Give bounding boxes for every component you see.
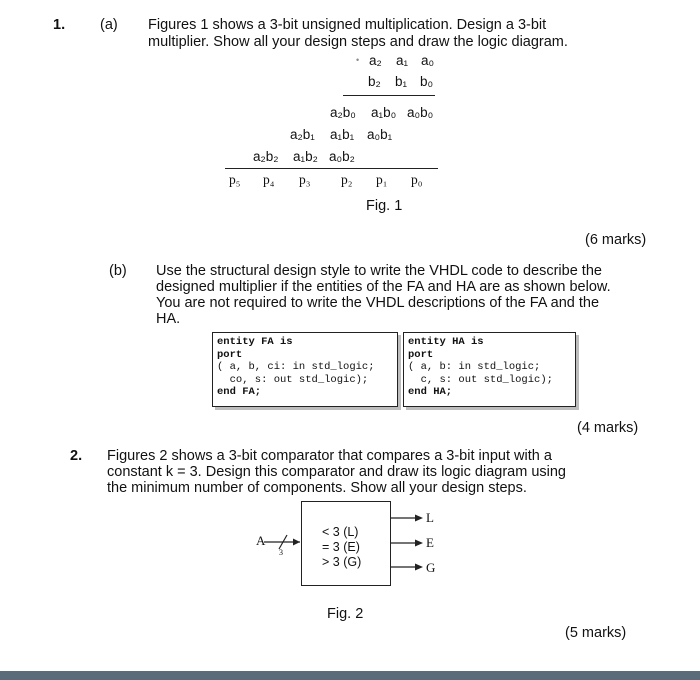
figure-2-caption: Fig. 2 (327, 606, 364, 622)
partial-product: a₀b₀ (407, 105, 434, 120)
code-line: co, s: out std_logic); (217, 373, 369, 386)
multiplicand-bit: a₀ (421, 53, 435, 68)
multiplicand-bit: a₂ (369, 53, 382, 68)
product-bit: p₀ (411, 172, 423, 187)
multiplier-bit: b₁ (395, 74, 408, 89)
input-label-a: A (256, 533, 266, 548)
code-line: c, s: out std_logic); (408, 373, 553, 386)
comparator-line-less: < 3 (L) (322, 525, 359, 539)
part-a-marks: (6 marks) (585, 232, 647, 248)
partial-product: a₂b₀ (330, 105, 356, 120)
part-b-label: (b) (109, 263, 127, 279)
code-line: entity FA is (217, 336, 293, 348)
code-line: ( a, b: in std_logic; (408, 361, 541, 373)
output-label-g: G (426, 560, 436, 575)
code-line: entity HA is (408, 336, 484, 348)
bus-width-label: 3 (279, 548, 283, 557)
partial-product: a₂b₂ (253, 149, 279, 164)
comparator-line-greater: > 3 (G) (322, 555, 362, 569)
fa-entity-code (212, 332, 398, 407)
partial-product: a₁b₀ (371, 105, 397, 120)
multiplier-bit: b₂ (368, 74, 381, 89)
part-a-label: (a) (100, 17, 118, 33)
bottom-edge-bar (0, 671, 700, 680)
product-bit: p₅ (229, 172, 241, 187)
bullet-dot: • (356, 55, 360, 65)
question-2-text: Figures 2 shows a 3-bit comparator that compares a 3-bit input with a constant k = 3. Design this comparator and draw its logic diagram using the minimum number of components. Show all your design steps. (107, 448, 566, 496)
product-bit: p₁ (376, 172, 388, 187)
question-2-marks: (5 marks) (565, 625, 627, 641)
partial-product: a₀b₁ (367, 127, 393, 142)
partial-product: a₁b₂ (293, 149, 318, 164)
part-a-text-line1: Figures 1 shows a 3-bit unsigned multiplication. Design a 3-bit (148, 17, 547, 33)
partial-product: a₁b₁ (330, 127, 355, 142)
code-line: port (408, 348, 434, 361)
code-line: port (217, 348, 243, 361)
output-label-l: L (426, 510, 434, 525)
partial-product: a₀b₂ (329, 149, 355, 164)
part-b-marks: (4 marks) (577, 420, 639, 436)
output-label-e: E (426, 535, 434, 550)
code-line: end HA; (408, 386, 453, 398)
multiplier-bit: b₀ (420, 74, 434, 89)
multiplicand-bit: a₁ (396, 53, 409, 68)
partial-product: a₂b₁ (290, 127, 315, 142)
product-bit: p₃ (299, 172, 311, 187)
product-bit: p₂ (341, 172, 353, 187)
code-line: end FA; (217, 386, 262, 398)
rule-line (225, 168, 438, 169)
rule-line (343, 95, 435, 96)
code-line: ( a, b, ci: in std_logic; (217, 361, 375, 373)
figure-1-caption: Fig. 1 (366, 198, 403, 214)
part-b-text: Use the structural design style to write the VHDL code to describe the designed multiplier if the entities of the FA and HA are as shown below. You are not required to write the VHDL descriptions of the FA and the HA. (156, 263, 611, 327)
product-bit: p₄ (263, 172, 275, 187)
question-2-number: 2. (70, 448, 83, 464)
part-a-text-line2: multiplier. Show all your design steps and draw the logic diagram. (148, 34, 568, 50)
ha-entity-code (403, 332, 576, 407)
comparator-line-equal: = 3 (E) (322, 540, 360, 554)
question-1-number: 1. (53, 17, 66, 33)
